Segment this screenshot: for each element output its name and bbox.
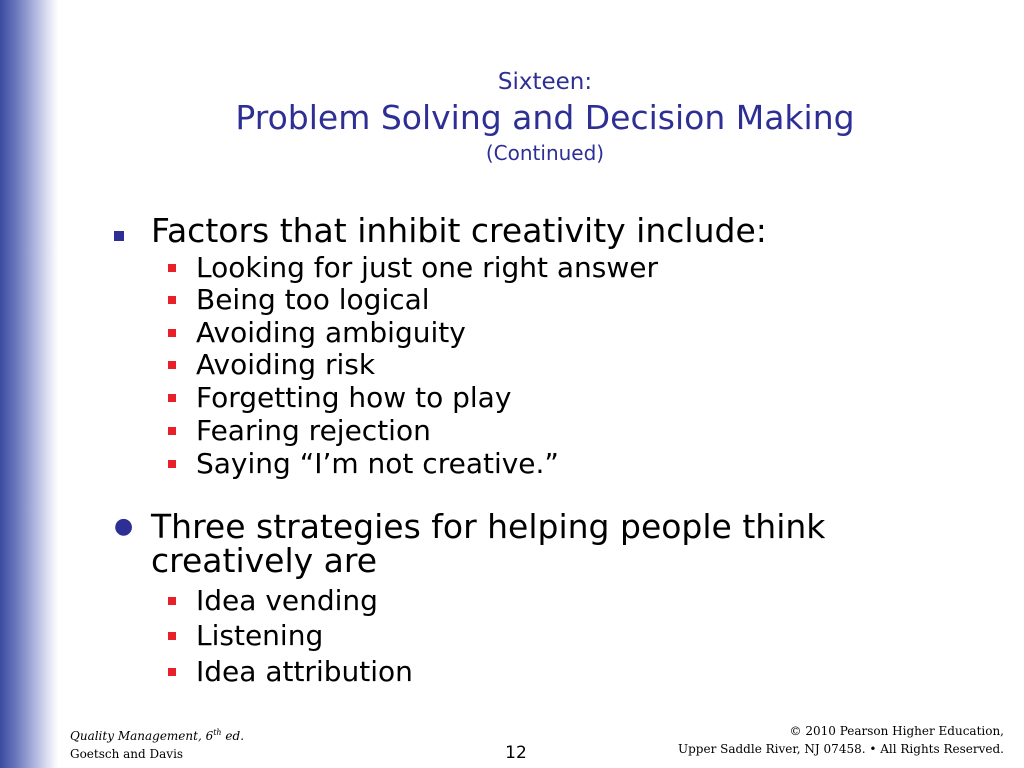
bullet-text bbox=[151, 507, 1014, 580]
square-bullet-icon bbox=[168, 460, 176, 468]
authors: Goetsch and Davis bbox=[70, 747, 184, 761]
book-title: Quality Management, 6 bbox=[70, 729, 214, 743]
square-bullet-icon bbox=[168, 597, 176, 605]
square-bullet-icon bbox=[168, 296, 176, 304]
sub-bullet-item bbox=[168, 349, 988, 381]
sub-bullet-item bbox=[168, 382, 988, 414]
sub-bullet-item bbox=[168, 317, 988, 349]
sub-bullet-text: Avoiding ambiguity bbox=[196, 316, 466, 349]
title-continued: (Continued) bbox=[485, 141, 605, 165]
edition-superscript: th bbox=[213, 728, 222, 737]
copyright-line: Upper Saddle River, NJ 07458. • All Rights Reserved. bbox=[678, 742, 1004, 756]
sub-bullet-text: Idea vending bbox=[196, 584, 378, 617]
sub-bullet-text: Idea attribution bbox=[196, 655, 413, 688]
sub-bullet-item bbox=[168, 656, 988, 688]
copyright-line: © 2010 Pearson Higher Education, bbox=[789, 724, 1004, 738]
square-bullet-icon bbox=[168, 394, 176, 402]
footer-book-info bbox=[70, 724, 244, 763]
sub-bullet-text: Avoiding risk bbox=[196, 348, 376, 381]
square-bullet-icon bbox=[114, 231, 124, 241]
edition-suffix: ed. bbox=[221, 729, 245, 743]
sub-bullet-text: Fearing rejection bbox=[196, 414, 431, 447]
sub-bullet-item bbox=[168, 284, 988, 316]
sub-bullet-text: Being too logical bbox=[196, 283, 430, 316]
square-bullet-icon bbox=[168, 427, 176, 435]
round-bullet-icon: ● bbox=[114, 514, 134, 539]
square-bullet-icon bbox=[168, 329, 176, 337]
sub-bullet-item bbox=[168, 448, 988, 480]
bullet-text-line: Three strategies for helping people think bbox=[151, 507, 826, 546]
sub-bullet-item bbox=[168, 620, 988, 652]
sub-bullet-text: Saying “I’m not creative.” bbox=[196, 447, 559, 480]
page-number: 12 bbox=[505, 743, 527, 763]
sub-bullet-text: Listening bbox=[196, 619, 324, 652]
sub-bullet-text: Looking for just one right answer bbox=[196, 251, 658, 284]
title-chapter: Sixteen: bbox=[497, 69, 593, 95]
bullet-item bbox=[114, 211, 1014, 250]
book-title-line bbox=[70, 724, 244, 745]
sub-bullet-text: Forgetting how to play bbox=[196, 381, 512, 414]
title-main: Problem Solving and Decision Making bbox=[235, 98, 855, 137]
bullet-text: Factors that inhibit creativity include: bbox=[151, 211, 767, 250]
square-bullet-icon bbox=[168, 668, 176, 676]
footer-copyright bbox=[678, 722, 1004, 758]
square-bullet-icon bbox=[168, 361, 176, 369]
sub-bullet-item bbox=[168, 415, 988, 447]
sub-bullet-item bbox=[168, 252, 988, 284]
square-bullet-icon bbox=[168, 264, 176, 272]
bullet-item bbox=[114, 507, 1014, 580]
square-bullet-icon bbox=[168, 632, 176, 640]
sub-bullet-item bbox=[168, 585, 988, 617]
bullet-text-line: creatively are bbox=[151, 541, 378, 580]
